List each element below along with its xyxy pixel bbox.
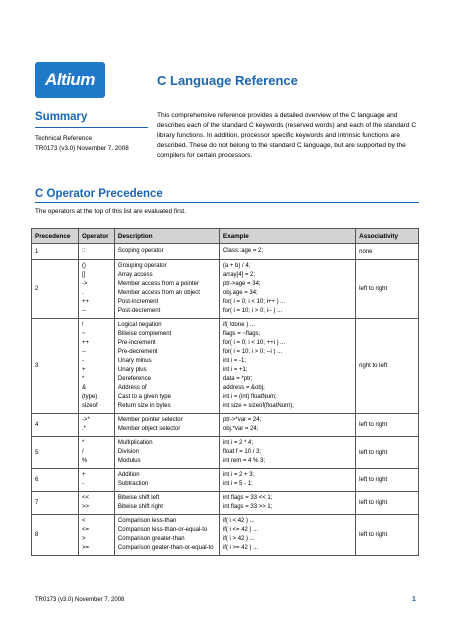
cell-description-line: Unary minus [117,358,152,364]
cell-example-line: Class::age = 2; [222,248,264,254]
logo-text: Altium [45,70,95,89]
table-row [32,492,419,515]
cell-example-line: int rem = 4 % 3; [222,458,266,464]
cell-associativity: right to left [356,319,419,414]
altium-logo [35,62,105,98]
cell-precedence: 4 [32,414,79,437]
cell-description-line: Address of [117,385,147,391]
cell-description-line: Addition [117,472,140,478]
cell-example-line: int i = (int) floatNum; [222,394,277,400]
cell-description [114,469,219,492]
cell-operator-line: ++ [81,299,89,305]
cell-operator-line: >> [81,504,89,510]
cell-operator-line: * [81,440,85,446]
page-title: C Language Reference [157,73,298,88]
cell-operator-line: + [81,367,86,373]
cell-description-line: Pre-increment [117,340,156,346]
cell-operator-line: ! [81,322,84,328]
cell-example [219,437,355,469]
cell-example-line: address = &obj; [222,385,265,391]
cell-example-line: int size = sizeof(floatNum); [222,403,294,409]
cell-operator-line: / [81,449,84,455]
cell-description [114,319,219,414]
header-description: Description [114,229,219,244]
cell-precedence: 8 [32,515,79,556]
cell-example-line: obj.age = 34; [222,290,258,296]
cell-description-line: Scoping operator [117,248,164,254]
cell-operator [78,492,114,515]
cell-operator-line: & [81,385,86,391]
cell-operator-line: % [81,458,88,464]
cell-operator-line: (type) [81,394,98,400]
cell-example-line: float f = 10 / 3; [222,449,262,455]
header-precedence: Precedence [32,229,79,244]
cell-description [114,414,219,437]
cell-example [219,492,355,515]
cell-precedence: 1 [32,244,79,260]
cell-description-line: Dereference [117,376,151,382]
cell-example-line: array[4] = 2; [222,272,256,278]
cell-operator-line: [] [81,272,86,278]
cell-description-line: Subtraction [117,481,149,487]
cell-operator-line: -- [81,349,86,355]
section-divider [35,202,419,203]
cell-example-line: if( i > 42 ) ... [222,536,255,542]
cell-operator-line: -- [81,308,86,314]
cell-operator-line: .* [81,426,86,432]
cell-example-line: data = *ptr; [222,376,253,382]
cell-example [219,515,355,556]
table-row [32,260,419,319]
footer-doc-id: TR0173 (v3.0) November 7, 2008 [35,597,125,603]
cell-description-line: Post-decrement [117,308,161,314]
cell-example-line: for( i = 10; i > 0; i-- ) ... [222,308,283,314]
cell-operator [78,414,114,437]
table-row [32,469,419,492]
table-row [32,244,419,260]
cell-operator-line: :: [81,248,86,254]
cell-precedence: 7 [32,492,79,515]
cell-description-line: Cast to a given type [117,394,171,400]
cell-example-line: ptr->age = 34; [222,281,261,287]
cell-example-line: if( i <= 42 ) ... [222,527,259,533]
cell-example-line: int i = -1; [222,358,247,364]
cell-description-line: Comparison greater-than [117,536,185,542]
cell-description-line: Division [117,449,139,455]
cell-precedence: 3 [32,319,79,414]
cell-description-line: Unary plus [117,367,147,373]
page-number: 1 [412,596,416,603]
cell-operator-line: < [81,518,86,524]
table-header-row [32,229,419,244]
cell-operator [78,319,114,414]
cell-associativity: left to right [356,437,419,469]
cell-operator-line: - [81,481,84,487]
cell-example [219,469,355,492]
cell-example-line: int i = 2 + 3; [222,472,255,478]
cell-description-line: Comparison geater-than-or-equal-to [117,545,214,551]
cell-operator-line: * [81,376,85,382]
section-heading: C Operator Precedence [35,188,163,200]
cell-example [219,319,355,414]
cell-description-line: Grouping operator [117,263,167,269]
cell-example-line: int i = 2 * 4; [222,440,254,446]
cell-description [114,437,219,469]
summary-text: This comprehensive reference provides a detailed overview of the C language and describes each of the standard C keywords (reserved words) and each of the standard C library functions. In addition, processor specific keywords and intrinsic functions are described. These do not belong to the standard C language, but are supported by the compilers for certain processors. [157,112,417,159]
cell-example-line: int flags = 33 << 1; [222,495,273,501]
doc-id: TR0173 (v3.0) November 7, 2008 [35,145,129,152]
cell-example-line: for( i = 0; i < 10; i++ ) ... [222,299,286,305]
header-associativity: Associativity [356,229,419,244]
cell-operator [78,469,114,492]
operator-table [31,228,419,556]
table-body [32,244,419,556]
cell-example-line: for( i = 0; i < 10; ++i ) ... [222,340,286,346]
cell-operator-line: () [81,263,86,269]
cell-operator-line: ++ [81,340,89,346]
header-example: Example [219,229,355,244]
table-row [32,437,419,469]
cell-description-line: Logical negation [117,322,162,328]
table-row [32,515,419,556]
cell-precedence: 6 [32,469,79,492]
cell-operator-line: - [81,358,84,364]
cell-associativity: none [356,244,419,260]
cell-description-line: Comparison less-than-or-equal-to [117,527,208,533]
cell-associativity: left to right [356,414,419,437]
cell-description-line: Comparison less-than [117,518,177,524]
cell-description [114,492,219,515]
cell-description-line: Array access [117,272,153,278]
cell-example-line: if( !done ) ... [222,322,255,328]
cell-description-line: Bitwise shift right [117,504,163,510]
cell-description [114,515,219,556]
cell-associativity: left to right [356,260,419,319]
cell-description-line: Member access from a pointer [117,281,199,287]
cell-associativity: left to right [356,492,419,515]
cell-associativity: left to right [356,469,419,492]
cell-description-line: Return size in bytes [117,403,171,409]
cell-description-line: Multiplication [117,440,153,446]
cell-example-line: ptr->*var = 24; [222,417,262,423]
cell-operator-line: -> [81,281,88,287]
cell-operator-line: . [81,290,84,296]
summary-divider [35,127,148,128]
cell-description-line: Pre-decrement [117,349,158,355]
cell-operator-line: + [81,472,86,478]
section-intro: The operators at the top of this list are evaluated first. [35,208,186,215]
cell-description-line: Modulus [117,458,141,464]
cell-associativity: left to right [356,515,419,556]
cell-example-line: flags = ~flags; [222,331,261,337]
cell-example-line: int i = +1; [222,367,248,373]
cell-precedence: 2 [32,260,79,319]
cell-example-line: int flags = 33 >> 1; [222,504,273,510]
cell-example-line: int i = 5 - 1; [222,481,253,487]
cell-description [114,244,219,260]
cell-description-line: Member access from an object [117,290,200,296]
cell-operator-line: sizeof [81,403,98,409]
cell-operator [78,260,114,319]
cell-operator-line: >= [81,545,89,551]
cell-description [114,260,219,319]
cell-operator-line: ~ [81,331,86,337]
table-row [32,414,419,437]
header-operator: Operator [78,229,114,244]
cell-example-line: if( i >= 42 ) ... [222,545,259,551]
cell-example-line: for( i = 10; i > 0; --i ) ... [222,349,283,355]
cell-operator-line: <= [81,527,89,533]
cell-description-line: Bitwise shift left [117,495,160,501]
cell-example-line: obj.*var = 24; [222,426,259,432]
cell-operator-line: << [81,495,89,501]
cell-example-line: if( i < 42 ) ... [222,518,255,524]
cell-description-line: Member object selector [117,426,181,432]
table-row [32,319,419,414]
cell-operator-line: ->* [81,417,90,423]
cell-example [219,414,355,437]
cell-description-line: Bitwise complement [117,331,172,337]
cell-precedence: 5 [32,437,79,469]
cell-operator [78,437,114,469]
cell-description-line: Post-increment [117,299,159,305]
summary-heading: Summary [35,111,88,123]
cell-example-line: (a + b) / 4; [222,263,251,269]
cell-operator [78,244,114,260]
cell-example [219,260,355,319]
doc-type: Technical Reference [35,135,93,142]
cell-description-line: Member pointer selector [117,417,183,423]
cell-operator-line: > [81,536,86,542]
cell-operator [78,515,114,556]
cell-example [219,244,355,260]
